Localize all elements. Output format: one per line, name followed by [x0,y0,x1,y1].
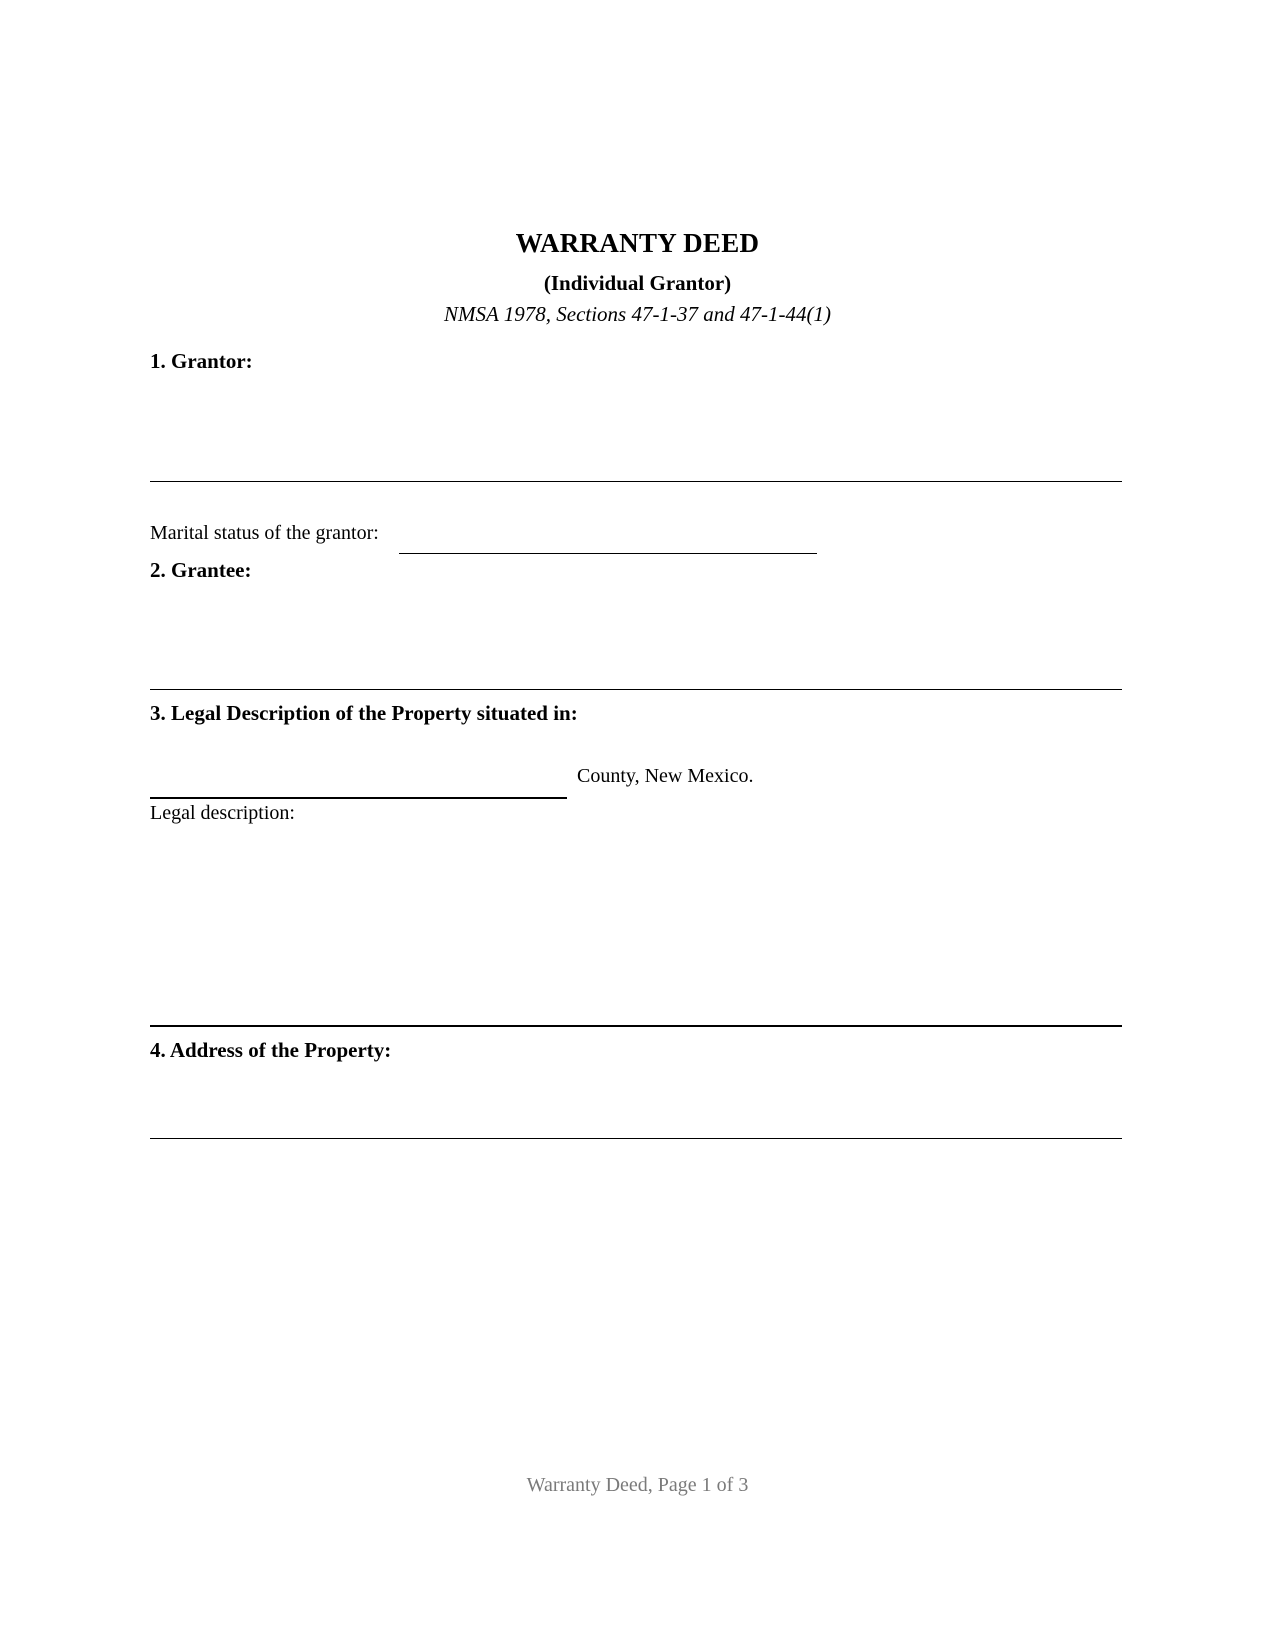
grantor-heading: 1. Grantor: [150,349,253,373]
marital-status-label: Marital status of the grantor: [150,522,379,544]
property-address-underline [150,1138,1122,1139]
legal-description-heading: 3. Legal Description of the Property situated in: [150,701,578,725]
county-suffix: County, New Mexico. [577,765,754,787]
page-footer: Warranty Deed, Page 1 of 3 [526,1474,749,1496]
legal-description-label: Legal description: [150,802,295,824]
marital-status-underline [399,553,817,554]
statute-citation: NMSA 1978, Sections 47-1-37 and 47-1-44(1) [444,302,831,326]
marital-status-field[interactable] [399,522,817,550]
county-underline [150,797,567,799]
legal-description-underline [150,1025,1122,1027]
grantor-field[interactable] [150,380,1122,476]
document-subtitle: (Individual Grantor) [543,271,732,295]
grantee-field[interactable] [150,590,1122,682]
county-field[interactable] [150,762,567,790]
property-address-heading: 4. Address of the Property: [150,1038,392,1062]
legal-description-field[interactable] [150,832,1122,1022]
grantee-underline [150,689,1122,690]
document-title: WARRANTY DEED [515,228,760,258]
property-address-field[interactable] [150,1100,1122,1132]
grantee-heading: 2. Grantee: [150,558,252,582]
grantor-underline [150,481,1122,482]
